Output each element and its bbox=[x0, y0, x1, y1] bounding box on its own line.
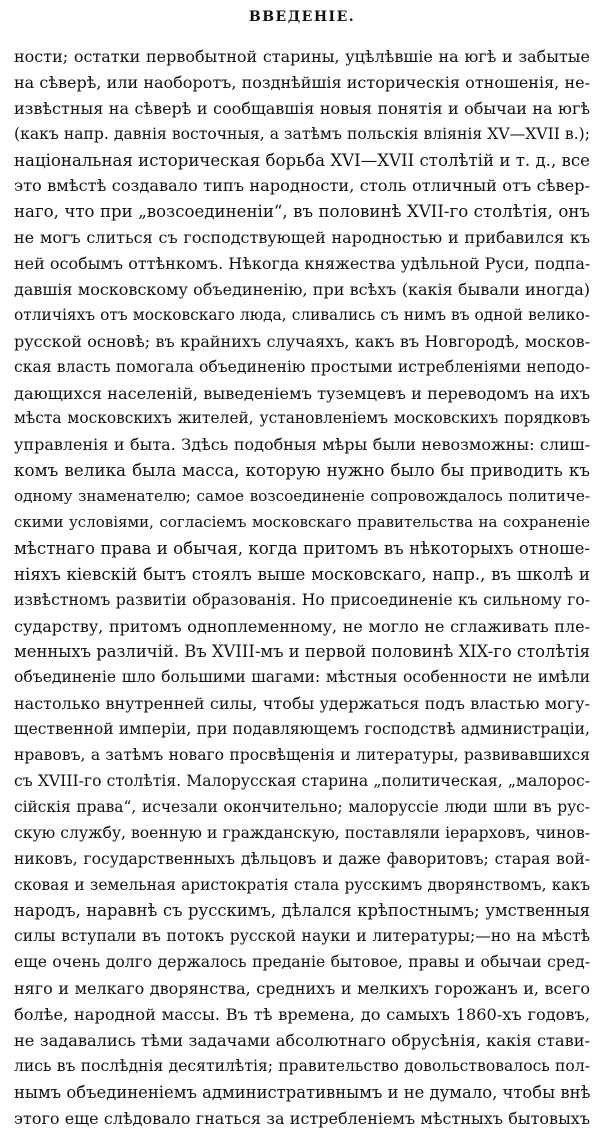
text-line: мѣста московскихъ жителей, установленіемъ московскихъ порядковъ bbox=[14, 409, 590, 428]
text-line: няго и мелкаго дворянства, среднихъ и мелкихъ горожанъ и, всего bbox=[14, 979, 590, 999]
text-line: не задавались тѣми задачами абсолютнаго обрусѣнія, какія стави- bbox=[14, 1030, 590, 1050]
text-line: русской основѣ; въ крайнихъ случаяхъ, какъ въ Новгородѣ, москов- bbox=[14, 331, 590, 351]
text-line: ней особымъ оттѣнкомъ. Нѣкогда княжества удѣльной Руси, подпа- bbox=[14, 254, 590, 274]
text-line: сійскія права“, исчезали окончительно; малоруссіе люди шли въ рус- bbox=[14, 797, 590, 816]
text-line: дающихся населеній, выведеніемъ туземцевъ и переводомъ на ихъ bbox=[14, 383, 590, 403]
text-line: скими условіями, согласіемъ московскаго правительства на сохраненіе bbox=[14, 513, 590, 532]
text-line: извѣстномъ развитіи образованія. Но присоединеніе къ сильному го- bbox=[14, 590, 590, 609]
text-line: нымъ объединеніемъ административнымъ и не думало, чтобы внѣ bbox=[14, 1082, 590, 1102]
text-line: настолько внутренней силы, чтобы удержаться подъ властью могу- bbox=[14, 694, 590, 714]
text-line: народъ, наравнѣ съ русскимъ, дѣлался крѣпостнымъ; умственныя bbox=[14, 901, 590, 921]
text-line: извѣстныя на сѣверѣ и сообщавшія новыя понятія и обычаи на югѣ bbox=[14, 98, 590, 118]
text-line: щественной имперіи, при подавляющемъ господствѣ администраціи, bbox=[14, 720, 590, 739]
text-line: скую службу, военную и гражданскую, поставляли іерарховъ, чинов- bbox=[14, 823, 590, 842]
text-line: еще очень долго держалось преданіе бытовое, правы и обычаи сред- bbox=[14, 953, 590, 972]
text-line: сударству, притомъ одноплеменному, не могло не сглаживать пле- bbox=[14, 616, 590, 636]
text-line: ности; остатки первобытной старины, уцѣлѣвшіе на югѣ и забытые bbox=[14, 47, 590, 66]
text-line: отличіяхъ отъ московскаго люда, сливались съ нимъ въ одной велико- bbox=[14, 305, 590, 324]
text-line: этого еще слѣдовало гнаться за истребленіемъ мѣстныхъ бытовыхъ bbox=[14, 1108, 590, 1128]
text-line: комъ велика была масса, которую нужно было бы приводить къ bbox=[14, 460, 590, 481]
text-line: (какъ напр. давнія восточныя, а затѣмъ польскія вліянія XV—XVII в.); bbox=[14, 124, 590, 143]
text-line: лись въ послѣднія десятилѣтія; правительство довольствовалось пол- bbox=[14, 1056, 590, 1075]
text-line: болѣе, народной массы. Въ тѣ времена, до самыхъ 1860-хъ годовъ, bbox=[14, 1004, 590, 1024]
text-line: наго, что при „возсоединеніи“, въ половинѣ XVII-го столѣтія, онъ bbox=[14, 202, 590, 222]
text-line: менныхъ различій. Въ XVIII-мъ и первой половинѣ XIX-го столѣтія bbox=[14, 642, 590, 662]
text-line: объединеніе шло большими шагами: мѣстныя особенности не имѣли bbox=[14, 668, 590, 687]
text-line: на сѣверѣ, или наоборотъ, позднѣйшія историческія отношенія, не- bbox=[14, 72, 590, 92]
text-line: ніяхъ кіевскій бытъ стоялъ выше московскаго, напр., въ школѣ и bbox=[14, 564, 590, 584]
text-line: съ XVIII-го столѣтія. Малорусская старина „политическая, „малорос- bbox=[14, 771, 590, 790]
text-line: это вмѣстѣ создавало типъ народности, столь отличный отъ сѣвер- bbox=[14, 176, 590, 196]
body-text bbox=[14, 44, 590, 1131]
text-line: одному знаменателю; самое возсоединеніе сопровождалось политиче- bbox=[14, 487, 590, 506]
text-line: силы вступали въ потокъ русской науки и литературы;—но на мѣстѣ bbox=[14, 927, 590, 946]
text-line: ская власть помогала объединенію простыми истребленіями неподо- bbox=[14, 357, 590, 376]
text-line: нравовъ, а затѣмъ новаго просвѣщенія и литературы, развивавшихся bbox=[14, 746, 590, 765]
running-header: ВВЕДЕНІЕ. bbox=[248, 9, 356, 25]
text-line: не могъ слиться съ господствующей народностью и прибавился къ bbox=[14, 228, 590, 248]
text-line: никовъ, государственныхъ дѣльцовъ и даже фаворитовъ; старая вой- bbox=[14, 849, 590, 868]
text-line: мѣстнаго права и обычая, когда притомъ въ нѣкоторыхъ отноше- bbox=[14, 538, 590, 558]
text-line: управленія и быта. Здѣсь подобныя мѣры были невозможны: слиш- bbox=[14, 435, 590, 455]
text-line: національная историческая борьба XVI—XVII столѣтій и т. д., все bbox=[14, 150, 590, 170]
text-line: давшія московскому объединенію, при всѣхъ (какія бывали иногда) bbox=[14, 280, 590, 300]
text-line: сковая и земельная аристократія стала русскимъ дворянствомъ, какъ bbox=[14, 875, 590, 894]
